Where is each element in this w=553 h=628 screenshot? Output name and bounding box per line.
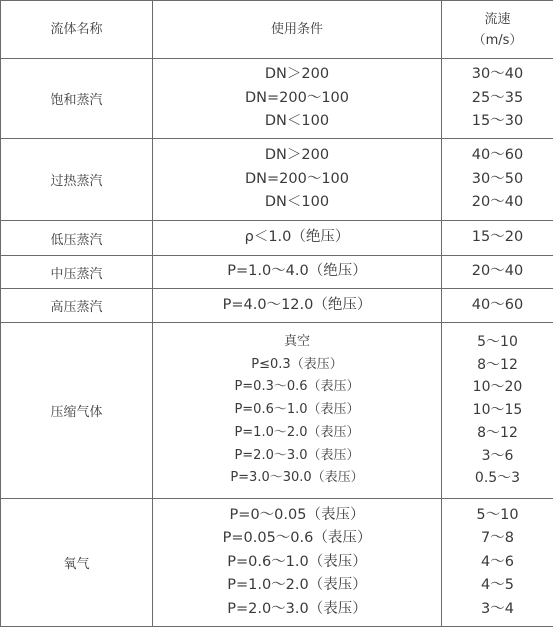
speed-line: 25～35 [471,89,524,106]
table-row [1,139,553,221]
condition-line: P=4.0～12.0（绝压） [222,296,372,313]
speed-line: 30～50 [471,170,524,187]
condition-line: P=2.0～3.0（表压） [234,447,360,463]
table-header-row [1,1,553,59]
table-row [1,323,553,499]
speed-line: 8～12 [477,356,518,373]
speed-cell [442,221,553,256]
table-row [1,59,553,139]
speed-line: 30～40 [471,66,524,83]
speed-cell [442,59,553,139]
speed-line: 15～30 [471,113,524,130]
header-fluid-name: 流体名称 [1,1,153,59]
header-conditions: 使用条件 [153,1,442,59]
condition-line: DN＞200 [264,147,330,164]
condition-line: DN＜100 [264,194,330,211]
condition-line: P=0.6～1.0（表压） [234,402,360,418]
speed-line: 3～6 [481,447,514,464]
condition-cell [153,289,442,323]
condition-cell [153,139,442,221]
condition-cell [153,499,442,627]
speed-line: 5～10 [476,506,519,523]
condition-line: P≤0.3（表压） [251,356,343,372]
condition-cell [153,59,442,139]
speed-line: 20～40 [471,194,524,211]
speed-line: 40～60 [471,296,524,313]
speed-cell [442,256,553,289]
speed-line: 7～8 [481,530,514,547]
speed-cell [442,323,553,499]
header-flow-speed-label: 流速 [484,11,511,27]
condition-line: P=1.0～4.0（绝压） [227,263,367,280]
fluid-name: 高压蒸汽 [1,289,153,323]
condition-line: 真空 [283,333,310,349]
speed-line: 20～40 [471,263,524,280]
condition-line: P=0.3～0.6（表压） [234,379,360,395]
speed-line: 10～20 [472,379,523,396]
table-row [1,221,553,256]
fluid-name: 过热蒸汽 [1,139,153,221]
header-flow-speed [442,1,553,59]
fluid-name: 压缩气体 [1,323,153,499]
speed-line: 3～4 [481,600,514,617]
fluid-name: 低压蒸汽 [1,221,153,256]
table-row [1,499,553,627]
speed-line: 10～15 [472,402,523,419]
condition-cell [153,323,442,499]
condition-line: P=1.0～2.0（表压） [227,577,367,594]
speed-cell [442,289,553,323]
speed-line: 8～12 [477,424,518,441]
speed-line: 0.5～3 [474,470,521,487]
speed-line: 4～5 [481,577,514,594]
speed-line: 4～6 [481,553,514,570]
condition-line: DN＜100 [264,113,330,130]
header-flow-speed-unit: （m/s） [472,32,523,48]
condition-line: DN=200～100 [244,89,349,106]
condition-cell [153,256,442,289]
speed-cell [442,499,553,627]
speed-line: 5～10 [477,333,518,350]
table-row [1,256,553,289]
speed-line: 40～60 [471,147,524,164]
table-row [1,289,553,323]
condition-line: P=0.05～0.6（表压） [222,530,372,547]
speed-cell [442,139,553,221]
fluid-name: 饱和蒸汽 [1,59,153,139]
condition-line: ρ＜1.0（绝压） [244,229,350,246]
condition-line: P=0.6～1.0（表压） [227,553,367,570]
condition-cell [153,221,442,256]
condition-line: P=0～0.05（表压） [229,506,365,523]
speed-line: 15～20 [471,229,524,246]
condition-line: P=3.0～30.0（表压） [230,470,364,486]
fluid-name: 中压蒸汽 [1,256,153,289]
fluid-name: 氧气 [1,499,153,627]
condition-line: P=1.0～2.0（表压） [234,424,360,440]
condition-line: P=2.0～3.0（表压） [227,600,367,617]
condition-line: DN＞200 [264,66,330,83]
condition-line: DN=200～100 [244,170,349,187]
